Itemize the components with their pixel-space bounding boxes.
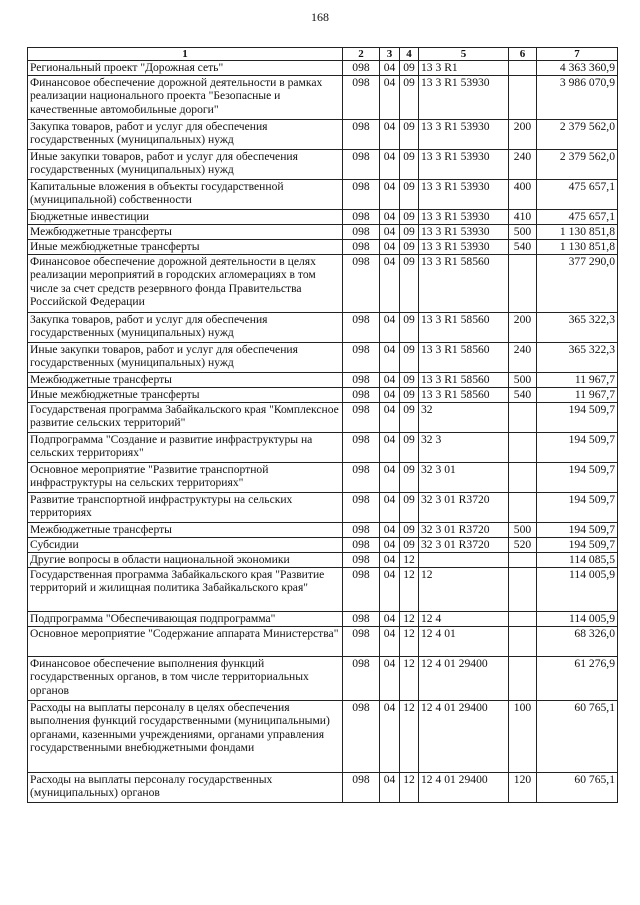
row-pr: 09 [400,150,419,180]
col-header-sum: 7 [537,48,618,61]
row-cs [419,553,509,568]
row-rz: 04 [380,373,400,388]
row-sum: 475 657,1 [537,180,618,210]
row-vr: 120 [509,773,537,803]
row-pr: 09 [400,76,419,120]
row-pr: 09 [400,210,419,225]
row-name: Развитие транспортной инфраструктуры на сельских территориях [28,493,343,523]
col-header-gr: 2 [343,48,380,61]
budget-table [27,47,618,803]
row-pr: 09 [400,120,419,150]
table-row [28,313,618,343]
row-vr [509,61,537,76]
row-rz: 04 [380,523,400,538]
row-gr: 098 [343,210,380,225]
row-name: Другие вопросы в области национальной экономики [28,553,343,568]
row-rz: 04 [380,553,400,568]
row-name: Закупка товаров, работ и услуг для обеспечения государственных (муниципальных) нужд [28,120,343,150]
row-cs: 12 4 01 [419,627,509,657]
table-row [28,433,618,463]
row-cs: 13 3 R1 53930 [419,180,509,210]
row-sum: 1 130 851,8 [537,225,618,240]
row-cs: 13 3 R1 58560 [419,388,509,403]
row-pr: 12 [400,553,419,568]
row-sum: 194 509,7 [537,493,618,523]
table-row [28,343,618,373]
table-row [28,403,618,433]
row-gr: 098 [343,701,380,773]
row-pr: 09 [400,255,419,313]
row-sum: 377 290,0 [537,255,618,313]
row-rz: 04 [380,255,400,313]
row-sum: 475 657,1 [537,210,618,225]
row-gr: 098 [343,225,380,240]
row-cs: 13 3 R1 53930 [419,210,509,225]
page-number: 168 [311,10,329,24]
row-sum: 194 509,7 [537,463,618,493]
row-pr: 09 [400,403,419,433]
table-row [28,701,618,773]
row-sum: 11 967,7 [537,373,618,388]
table-row [28,388,618,403]
row-cs: 13 3 R1 53930 [419,225,509,240]
col-header-rz: 3 [380,48,400,61]
row-sum: 194 509,7 [537,538,618,553]
row-rz: 04 [380,493,400,523]
row-name: Государственная программа Забайкальского края "Развитие территорий и жилищная политика Забайкальского края" [28,568,343,612]
row-sum: 11 967,7 [537,388,618,403]
row-vr [509,255,537,313]
row-rz: 04 [380,612,400,627]
row-gr: 098 [343,313,380,343]
row-name: Основное мероприятие "Содержание аппарата Министерства" [28,627,343,657]
row-name: Иные межбюджетные трансферты [28,240,343,255]
row-vr: 200 [509,313,537,343]
row-name: Иные закупки товаров, работ и услуг для обеспечения государственных (муниципальных) нужд [28,343,343,373]
row-gr: 098 [343,180,380,210]
table-row [28,76,618,120]
row-vr [509,553,537,568]
row-cs: 32 3 01 R3720 [419,493,509,523]
row-sum: 3 986 070,9 [537,76,618,120]
row-name: Межбюджетные трансферты [28,225,343,240]
row-gr: 098 [343,612,380,627]
col-header-name: 1 [28,48,343,61]
row-name: Межбюджетные трансферты [28,373,343,388]
row-rz: 04 [380,773,400,803]
row-sum: 60 765,1 [537,773,618,803]
row-cs: 12 4 01 29400 [419,773,509,803]
row-rz: 04 [380,627,400,657]
row-cs: 13 3 R1 58560 [419,313,509,343]
table-row [28,210,618,225]
table-row [28,373,618,388]
row-name: Подпрограмма "Обеспечивающая подпрограмма" [28,612,343,627]
row-vr: 240 [509,150,537,180]
row-rz: 04 [380,568,400,612]
row-cs: 13 3 R1 53930 [419,240,509,255]
row-rz: 04 [380,388,400,403]
row-gr: 098 [343,538,380,553]
row-gr: 098 [343,627,380,657]
row-vr: 500 [509,373,537,388]
row-vr [509,612,537,627]
row-vr: 500 [509,225,537,240]
row-gr: 098 [343,568,380,612]
row-sum: 114 005,9 [537,612,618,627]
row-pr: 12 [400,627,419,657]
row-name: Региональный проект "Дорожная сеть" [28,61,343,76]
table-row [28,180,618,210]
row-name: Иные межбюджетные трансферты [28,388,343,403]
row-cs: 32 3 [419,433,509,463]
row-sum: 365 322,3 [537,313,618,343]
row-sum: 114 005,9 [537,568,618,612]
row-name: Бюджетные инвестиции [28,210,343,225]
row-gr: 098 [343,403,380,433]
row-pr: 12 [400,773,419,803]
row-vr: 410 [509,210,537,225]
table-row [28,523,618,538]
table-row [28,568,618,612]
col-header-cs: 5 [419,48,509,61]
row-rz: 04 [380,701,400,773]
row-pr: 09 [400,180,419,210]
row-pr: 09 [400,388,419,403]
row-vr: 540 [509,240,537,255]
row-sum: 194 509,7 [537,523,618,538]
row-name: Финансовое обеспечение дорожной деятельности в рамках реализации национального проекта "Безопасные и качественные автомобильные дороги" [28,76,343,120]
row-sum: 114 085,5 [537,553,618,568]
row-rz: 04 [380,225,400,240]
row-rz: 04 [380,180,400,210]
row-rz: 04 [380,433,400,463]
row-pr: 09 [400,225,419,240]
row-sum: 68 326,0 [537,627,618,657]
row-cs: 13 3 R1 [419,61,509,76]
row-pr: 12 [400,568,419,612]
row-cs: 13 3 R1 53930 [419,120,509,150]
row-name: Расходы на выплаты персоналу в целях обеспечения выполнения функций государственными (муниципальными) органами, казенными учреждениями, органами управления государственными внебюджетными фондами [28,701,343,773]
table-row [28,612,618,627]
row-pr: 09 [400,493,419,523]
row-cs: 13 3 R1 58560 [419,373,509,388]
row-pr: 09 [400,240,419,255]
row-cs: 13 3 R1 53930 [419,150,509,180]
table-row [28,553,618,568]
row-cs: 12 [419,568,509,612]
row-vr: 400 [509,180,537,210]
row-name: Капитальные вложения в объекты государственной (муниципальной) собственности [28,180,343,210]
table-row [28,240,618,255]
row-rz: 04 [380,343,400,373]
row-pr: 09 [400,343,419,373]
table-row [28,657,618,701]
table-row [28,225,618,240]
row-pr: 12 [400,612,419,627]
row-sum: 4 363 360,9 [537,61,618,76]
row-gr: 098 [343,463,380,493]
row-gr: 098 [343,433,380,463]
row-cs: 12 4 01 29400 [419,657,509,701]
row-cs: 12 4 [419,612,509,627]
row-rz: 04 [380,313,400,343]
row-vr [509,568,537,612]
table-row [28,61,618,76]
row-name: Основное мероприятие "Развитие транспортной инфраструктуры на сельских территориях" [28,463,343,493]
row-sum: 2 379 562,0 [537,150,618,180]
row-sum: 1 130 851,8 [537,240,618,255]
row-gr: 098 [343,120,380,150]
table-body [28,61,618,803]
row-vr [509,493,537,523]
row-rz: 04 [380,403,400,433]
table-row [28,255,618,313]
table-row [28,493,618,523]
row-sum: 194 509,7 [537,433,618,463]
row-vr [509,433,537,463]
row-pr: 09 [400,463,419,493]
row-rz: 04 [380,76,400,120]
row-gr: 098 [343,523,380,538]
row-name: Субсидии [28,538,343,553]
row-vr [509,463,537,493]
row-cs: 32 3 01 R3720 [419,523,509,538]
row-name: Закупка товаров, работ и услуг для обеспечения государственных (муниципальных) нужд [28,313,343,343]
row-gr: 098 [343,150,380,180]
row-name: Финансовое обеспечение дорожной деятельности в целях реализации мероприятий в городских агломерациях в том числе за счет средств резервного фонда Правительства Российской Федерации [28,255,343,313]
row-pr: 12 [400,657,419,701]
row-vr: 200 [509,120,537,150]
row-cs: 13 3 R1 58560 [419,255,509,313]
row-vr: 240 [509,343,537,373]
row-sum: 365 322,3 [537,343,618,373]
row-rz: 04 [380,657,400,701]
row-gr: 098 [343,388,380,403]
row-rz: 04 [380,463,400,493]
row-gr: 098 [343,343,380,373]
row-pr: 09 [400,313,419,343]
row-name: Межбюджетные трансферты [28,523,343,538]
table-row [28,120,618,150]
row-sum: 61 276,9 [537,657,618,701]
row-gr: 098 [343,553,380,568]
row-rz: 04 [380,120,400,150]
row-name: Государственая программа Забайкальского края "Комплексное развитие сельских территорий" [28,403,343,433]
row-vr: 540 [509,388,537,403]
row-sum: 2 379 562,0 [537,120,618,150]
row-rz: 04 [380,240,400,255]
row-rz: 04 [380,210,400,225]
row-name: Иные закупки товаров, работ и услуг для обеспечения государственных (муниципальных) нужд [28,150,343,180]
row-vr [509,403,537,433]
row-cs: 13 3 R1 58560 [419,343,509,373]
row-pr: 09 [400,538,419,553]
row-gr: 098 [343,657,380,701]
row-vr [509,657,537,701]
row-cs: 12 4 01 29400 [419,701,509,773]
row-name: Расходы на выплаты персоналу государственных (муниципальных) органов [28,773,343,803]
row-gr: 098 [343,240,380,255]
row-gr: 098 [343,76,380,120]
row-vr: 500 [509,523,537,538]
header-row [28,48,618,61]
col-header-vr: 6 [509,48,537,61]
row-vr [509,627,537,657]
row-cs: 32 3 01 [419,463,509,493]
row-gr: 098 [343,773,380,803]
table-row [28,627,618,657]
table-row [28,150,618,180]
row-gr: 098 [343,255,380,313]
row-sum: 60 765,1 [537,701,618,773]
row-rz: 04 [380,61,400,76]
row-name: Подпрограмма "Создание и развитие инфраструктуры на сельских территориях" [28,433,343,463]
row-cs: 13 3 R1 53930 [419,76,509,120]
row-pr: 12 [400,701,419,773]
row-pr: 09 [400,433,419,463]
row-name: Финансовое обеспечение выполнения функций государственных органов, в том числе территориальных органов [28,657,343,701]
row-pr: 09 [400,373,419,388]
row-gr: 098 [343,61,380,76]
row-gr: 098 [343,373,380,388]
row-pr: 09 [400,61,419,76]
table-row [28,463,618,493]
row-pr: 09 [400,523,419,538]
row-vr: 100 [509,701,537,773]
table-row [28,773,618,803]
row-vr: 520 [509,538,537,553]
row-rz: 04 [380,150,400,180]
row-sum: 194 509,7 [537,403,618,433]
row-gr: 098 [343,493,380,523]
table-row [28,538,618,553]
row-cs: 32 [419,403,509,433]
col-header-pr: 4 [400,48,419,61]
row-rz: 04 [380,538,400,553]
row-vr [509,76,537,120]
row-cs: 32 3 01 R3720 [419,538,509,553]
